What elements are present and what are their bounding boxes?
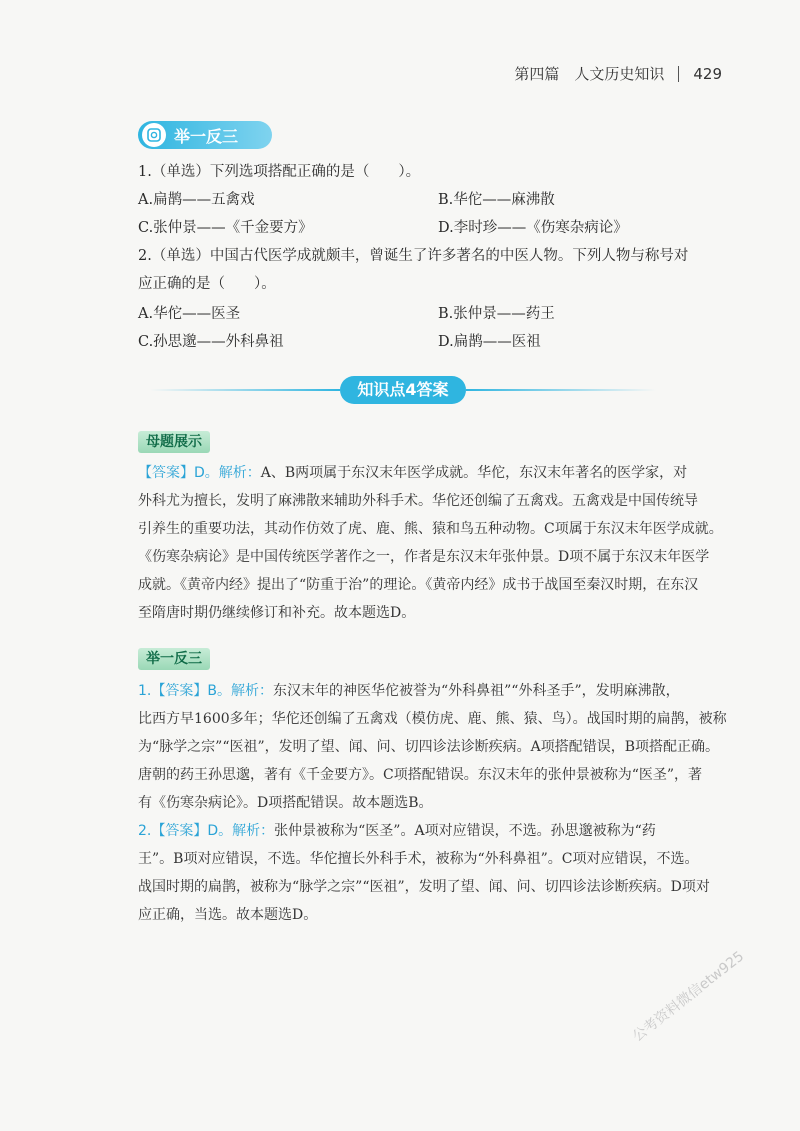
practice-badge-label: 举一反三: [174, 126, 239, 146]
question-1-option-a: A.扁鹊——五禽戏: [138, 192, 255, 208]
practice-badge: [138, 121, 272, 149]
watermark-text: 公考资料微信etw925: [629, 948, 748, 1045]
section-title: 第四篇 人文历史知识: [514, 65, 665, 83]
answer-1-line: 为“脉学之宗”“医祖”，发明了望、闻、问、切四诊法诊断疾病。A项搭配错误，B项搭配正确。: [138, 739, 720, 755]
practice-answer-2: [138, 817, 710, 929]
answers-section-title: 知识点4答案: [340, 376, 466, 404]
answer-2-line: 王”。B项对应错误，不选。华佗擅长外科手术，被称为“外科鼻祖”。C项对应错误，不选。: [138, 851, 699, 867]
answer-label: 【答案】D。解析：: [138, 465, 261, 481]
answer-2-line: 应正确，当选。故本题选D。: [138, 907, 318, 923]
practice-icon: [142, 123, 166, 147]
answer-text: 张仲景被称为“医圣”。A项对应错误，不选。孙思邈被称为“药: [274, 823, 656, 839]
header-divider: [678, 66, 679, 82]
mother-answer-line: 成就。《黄帝内经》提出了“防重于治”的理论。《黄帝内经》成书于战国至秦汉时期，在东汉: [138, 577, 699, 593]
mother-question-tag: 母题展示: [138, 431, 210, 453]
mother-answer-paragraph: [138, 459, 723, 627]
question-2-option-a: A.华佗——医圣: [138, 306, 241, 322]
answer-1-line: 唐朝的药王孙思邈，著有《千金要方》。C项搭配错误。东汉末年的张仲景被称为“医圣”，著: [138, 767, 703, 783]
mother-answer-line: 引养生的重要功法，其动作仿效了虎、鹿、熊、猿和鸟五种动物。C项属于东汉末年医学成就。: [138, 521, 723, 537]
section-rule-right: [466, 389, 656, 391]
answer-2-label: 2.【答案】D。解析：: [138, 823, 275, 839]
answer-2-line: 战国时期的扁鹊，被称为“脉学之宗”“医祖”，发明了望、闻、问、切四诊法诊断疾病。D项对: [138, 879, 710, 895]
question-2-option-b: B.张仲景——药王: [438, 306, 555, 322]
mother-answer-line: [138, 459, 688, 487]
answer-1-label: 1.【答案】B。解析：: [138, 683, 273, 699]
mother-answer-line: 至隋唐时期仍继续修订和补充。故本题选D。: [138, 605, 416, 621]
question-2-stem-line2: 应正确的是（ ）。: [138, 276, 276, 292]
answer-1-line: [138, 677, 680, 705]
answer-1-line: 有《伤寒杂病论》。D项搭配错误。故本题选B。: [138, 795, 433, 811]
practice-answers-tag: 举一反三: [138, 648, 210, 670]
section-rule-left: [150, 389, 340, 391]
question-2-option-c: C.孙思邈——外科鼻祖: [138, 334, 284, 350]
answer-text: A、B两项属于东汉末年医学成就。华佗，东汉末年著名的医学家，对: [260, 465, 688, 481]
running-header: [514, 63, 722, 84]
question-2-stem-line1: 2.（单选）中国古代医学成就颇丰，曾诞生了许多著名的中医人物。下列人物与称号对: [138, 248, 689, 264]
question-1-stem: 1.（单选）下列选项搭配正确的是（ ）。: [138, 164, 421, 180]
page-number: 429: [693, 64, 722, 83]
question-1-option-c: C.张仲景——《千金要方》: [138, 220, 313, 236]
question-1-option-d: D.李时珍——《伤寒杂病论》: [438, 220, 628, 236]
mother-answer-line: 外科尤为擅长，发明了麻沸散来辅助外科手术。华佗还创编了五禽戏。五禽戏是中国传统导: [138, 493, 698, 509]
question-1-option-b: B.华佗——麻沸散: [438, 192, 555, 208]
mother-answer-line: 《伤寒杂病论》是中国传统医学著作之一，作者是东汉末年张仲景。D项不属于东汉末年医学: [138, 549, 710, 565]
answer-text: 东汉末年的神医华佗被誉为“外科鼻祖”“外科圣手”，发明麻沸散，: [272, 683, 680, 699]
answer-2-line: [138, 817, 668, 845]
question-2-option-d: D.扁鹊——医祖: [438, 334, 541, 350]
practice-answer-1: [138, 677, 727, 817]
answer-1-line: 比西方早1600多年；华佗还创编了五禽戏（模仿虎、鹿、熊、猿、鸟）。战国时期的扁鹊，被称: [138, 711, 727, 727]
